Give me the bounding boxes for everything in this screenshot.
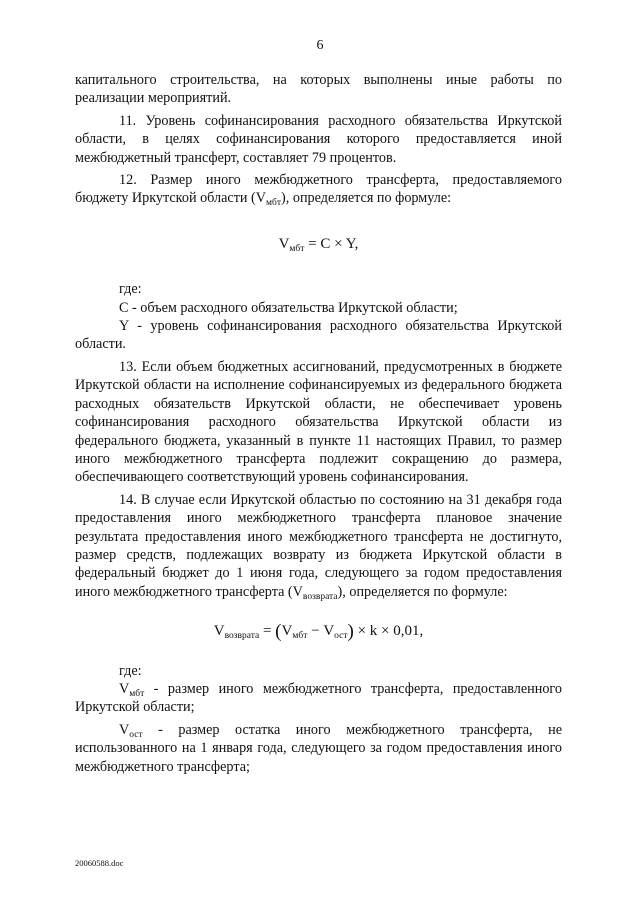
formula-vreturn-subscript: возврата — [224, 631, 260, 642]
formula-term1-symbol: V — [281, 623, 293, 640]
paragraph-12 — [75, 171, 562, 208]
footer-filename: 20060588.doc — [75, 858, 124, 868]
formula-vreturn-equals: = — [259, 623, 276, 640]
paragraph-14-text-end: ), определяется по формуле: — [337, 583, 508, 600]
formula-vmbt-rhs: = C × Y, — [304, 235, 359, 252]
formula-vmbt-subscript: мбт — [289, 243, 305, 254]
definition-c: C - объем расходного обязательства Иркутской области; — [119, 299, 458, 316]
formula-vmbt — [75, 235, 562, 253]
page-number: 6 — [316, 38, 324, 53]
where-label-2: где: — [119, 662, 142, 679]
definition-vost — [75, 721, 562, 776]
where-label-1: где: — [119, 281, 142, 298]
definition-vost-symbol: V — [119, 721, 130, 738]
paragraph-14-subscript: возврата — [302, 591, 338, 602]
document-body — [75, 71, 562, 776]
paragraph-12-text: 12. Размер иного межбюджетного трансферта, предоставляемого бюджету Иркутской области (V — [75, 172, 562, 207]
definition-vmbt-symbol: V — [119, 680, 130, 697]
paragraph-14-text: 14. В случае если Иркутской областью по состоянию на 31 декабря года предоставления иного межбюджетного трансферта плановое значение результата предоставления иного межбюджетного трансферта не достигнуто, размер средств, подлежащих возврату из бюджета Иркутской области в федеральный бюджет до 1 июня года, следующего за годом предоставления иного межбюджетного трансферта (V — [75, 491, 562, 600]
formula-vreturn-symbol: V — [213, 623, 225, 640]
paragraph-13: 13. Если объем бюджетных ассигнований, предусмотренных в бюджете Иркутской области на исполнение софинансируемых из федерального бюджета расходных обязательств Иркутской области, не обеспечивает уровень софинансирования расходного обязательства Иркутской области из федерального бюджета, указанный в пункте 11 настоящих Правил, то размер иного межбюджетного трансферта подлежит сокращению до размера, обеспечивающего соответствующий уровень софинансирования. — [75, 358, 562, 486]
paragraph-12-text-end: ), определяется по формуле: — [281, 190, 452, 207]
definition-vost-subscript: ост — [129, 729, 143, 740]
formula-vmbt-symbol: V — [278, 235, 290, 252]
formula-term2-symbol: V — [323, 623, 335, 640]
definition-vmbt — [75, 680, 562, 717]
paragraph-14 — [75, 491, 562, 601]
formula-minus: − — [307, 623, 324, 640]
definition-vmbt-subscript: мбт — [129, 688, 145, 699]
formula-term1-subscript: мбт — [292, 631, 308, 642]
paragraph-continuation: капитального строительства, на которых выполнены иные работы по реализации мероприятий. — [75, 72, 562, 107]
formula-vreturn — [75, 621, 562, 643]
formula-paren-open: ( — [275, 621, 282, 643]
definition-vmbt-text: - размер иного межбюджетного трансферта, предоставленного Иркутской области; — [75, 680, 562, 716]
definition-vost-text: - размер остатка иного межбюджетного трансферта, не использованного на 1 января года, следующего за годом предоставления иного межбюджетного трансферта; — [75, 721, 562, 775]
paragraph-12-subscript: мбт — [266, 198, 282, 209]
formula-paren-close: ) — [347, 621, 354, 643]
definition-y: Y - уровень софинансирования расходного обязательства Иркутской области. — [75, 318, 562, 353]
paragraph-11: 11. Уровень софинансирования расходного обязательства Иркутской области, в целях софинансирования которого предоставляется иной межбюджетный трансферт, составляет 79 процентов. — [75, 112, 562, 166]
formula-term2-subscript: ост — [334, 631, 348, 642]
formula-vreturn-tail: × k × 0,01, — [353, 623, 424, 640]
